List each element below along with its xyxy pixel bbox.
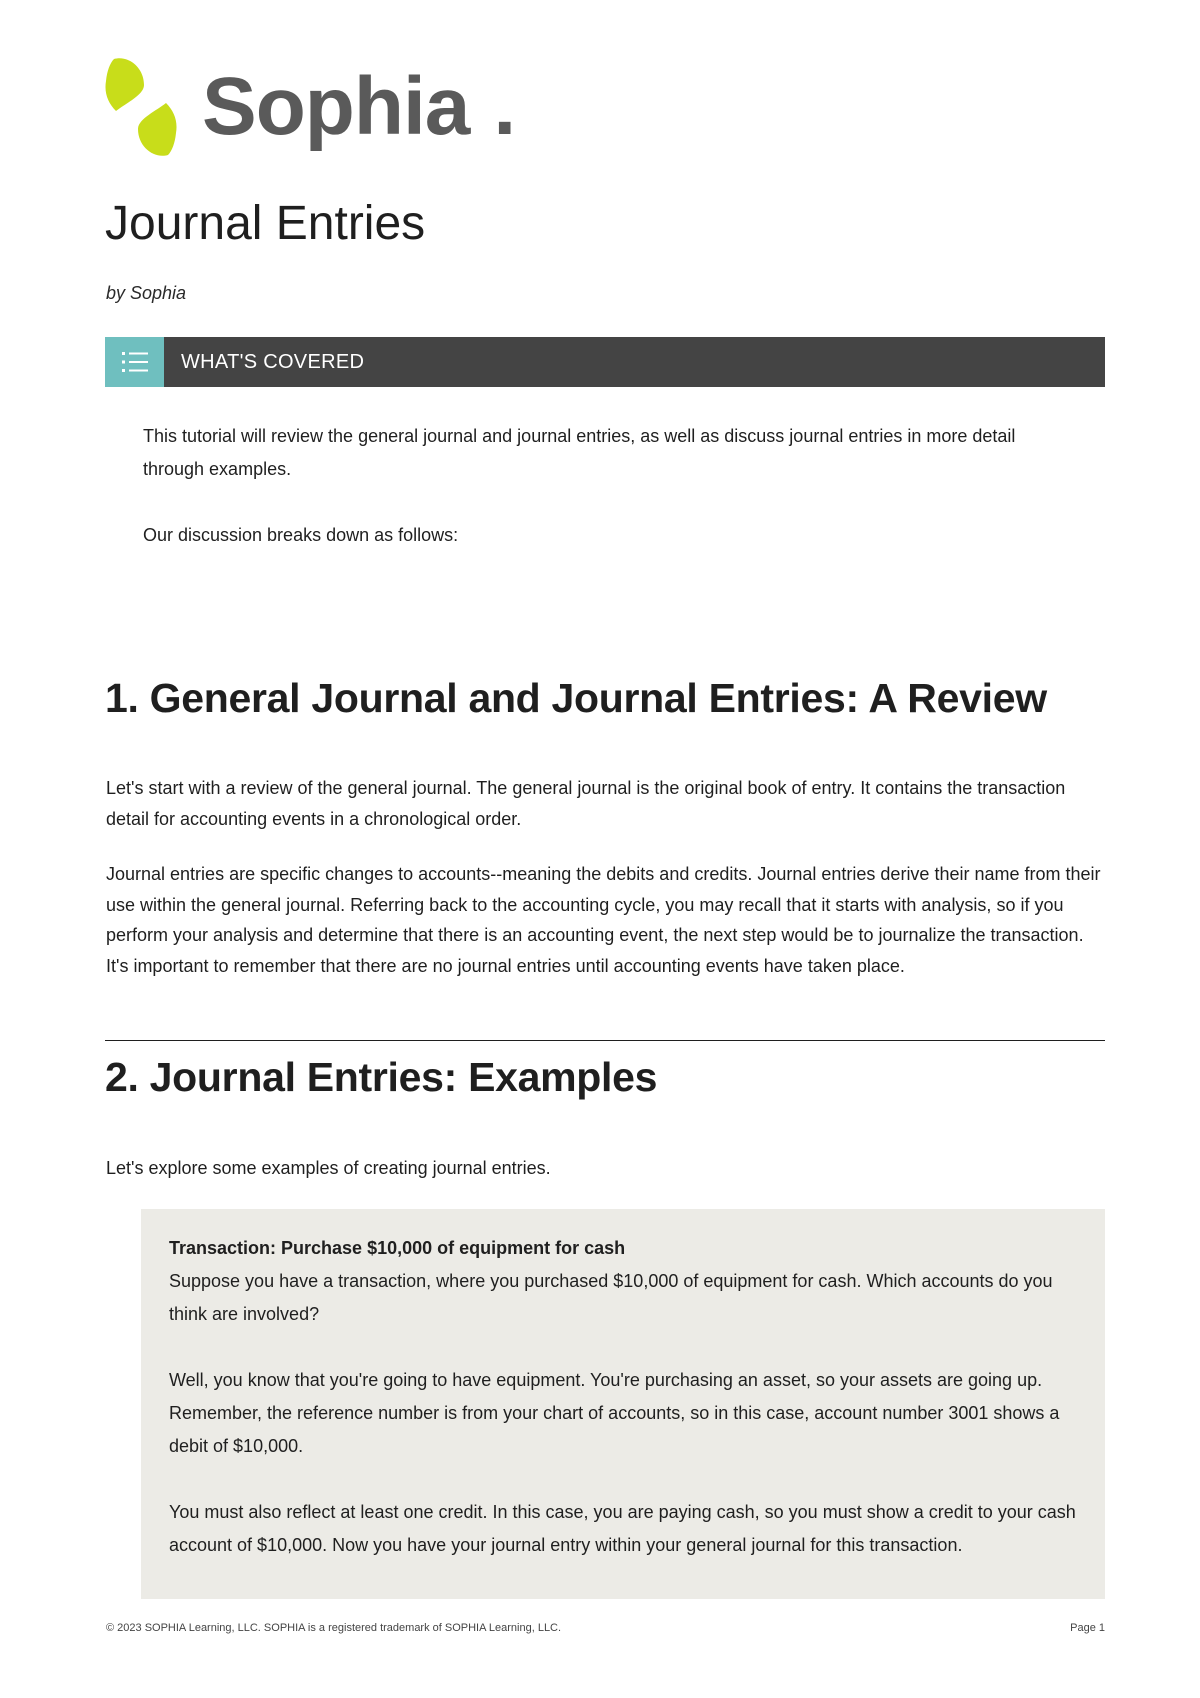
whats-covered-paragraph: Our discussion breaks down as follows: <box>143 525 459 545</box>
sophia-logo-mark-icon <box>104 55 178 159</box>
example-paragraph: You must also reflect at least one credit. In this case, you are paying cash, so you must show a credit to your cash account of $10,000. Now you have your journal entry within your general journal for this transaction. <box>169 1502 1076 1555</box>
example-content <box>169 1232 1079 1595</box>
list-icon <box>105 337 164 387</box>
whats-covered-banner <box>105 337 1105 387</box>
whats-covered-content <box>143 420 1063 585</box>
whats-covered-label: WHAT'S COVERED <box>181 350 365 373</box>
whats-covered-paragraph: This tutorial will review the general journal and journal entries, as well as discuss journal entries in more detail through examples. <box>143 426 1016 479</box>
example-paragraph: Suppose you have a transaction, where you purchased $10,000 of equipment for cash. Which accounts do you think are involved? <box>169 1271 1053 1324</box>
sophia-wordmark: Sophia <box>202 61 470 152</box>
wordmark-dot: . <box>493 61 516 152</box>
section-body-examples <box>106 1153 1106 1184</box>
body-paragraph: Let's start with a review of the general journal. The general journal is the original book of entry. It contains the transaction detail for accounting events in a chronological order. <box>106 778 1066 829</box>
body-paragraph: Journal entries are specific changes to accounts--meaning the debits and credits. Journal entries derive their name from their use within the general journal. Referring back to the accounting cycle, you may recall that it starts with analysis, so if you perform your analysis and determine that there is an accounting event, the next step would be to journalize the transaction. It's important to remember that there are no journal entries until accounting events have taken place. <box>106 864 1101 976</box>
section-heading-examples: 2. Journal Entries: Examples <box>105 1054 658 1100</box>
document-title: Journal Entries <box>105 197 426 250</box>
footer-copyright: © 2023 SOPHIA Learning, LLC. SOPHIA is a registered trademark of SOPHIA Learning, LLC. <box>106 1622 562 1634</box>
section-heading-general-journal: 1. General Journal and Journal Entries: A Review <box>105 675 1047 721</box>
footer-page-number: Page 1 <box>1070 1622 1105 1634</box>
section-divider <box>105 1040 1105 1041</box>
body-paragraph: Let's explore some examples of creating journal entries. <box>106 1158 551 1178</box>
section-body-general-journal <box>106 773 1106 1006</box>
sophia-logo <box>104 54 515 160</box>
example-box <box>141 1209 1105 1599</box>
example-paragraph: Well, you know that you're going to have equipment. You're purchasing an asset, so your assets are going up. Remember, the reference number is from your chart of accounts, so in this case, account number 3001 shows a debit of $10,000. <box>169 1370 1060 1456</box>
byline: by Sophia <box>106 283 187 303</box>
example-title: Transaction: Purchase $10,000 of equipment for cash <box>169 1238 626 1258</box>
